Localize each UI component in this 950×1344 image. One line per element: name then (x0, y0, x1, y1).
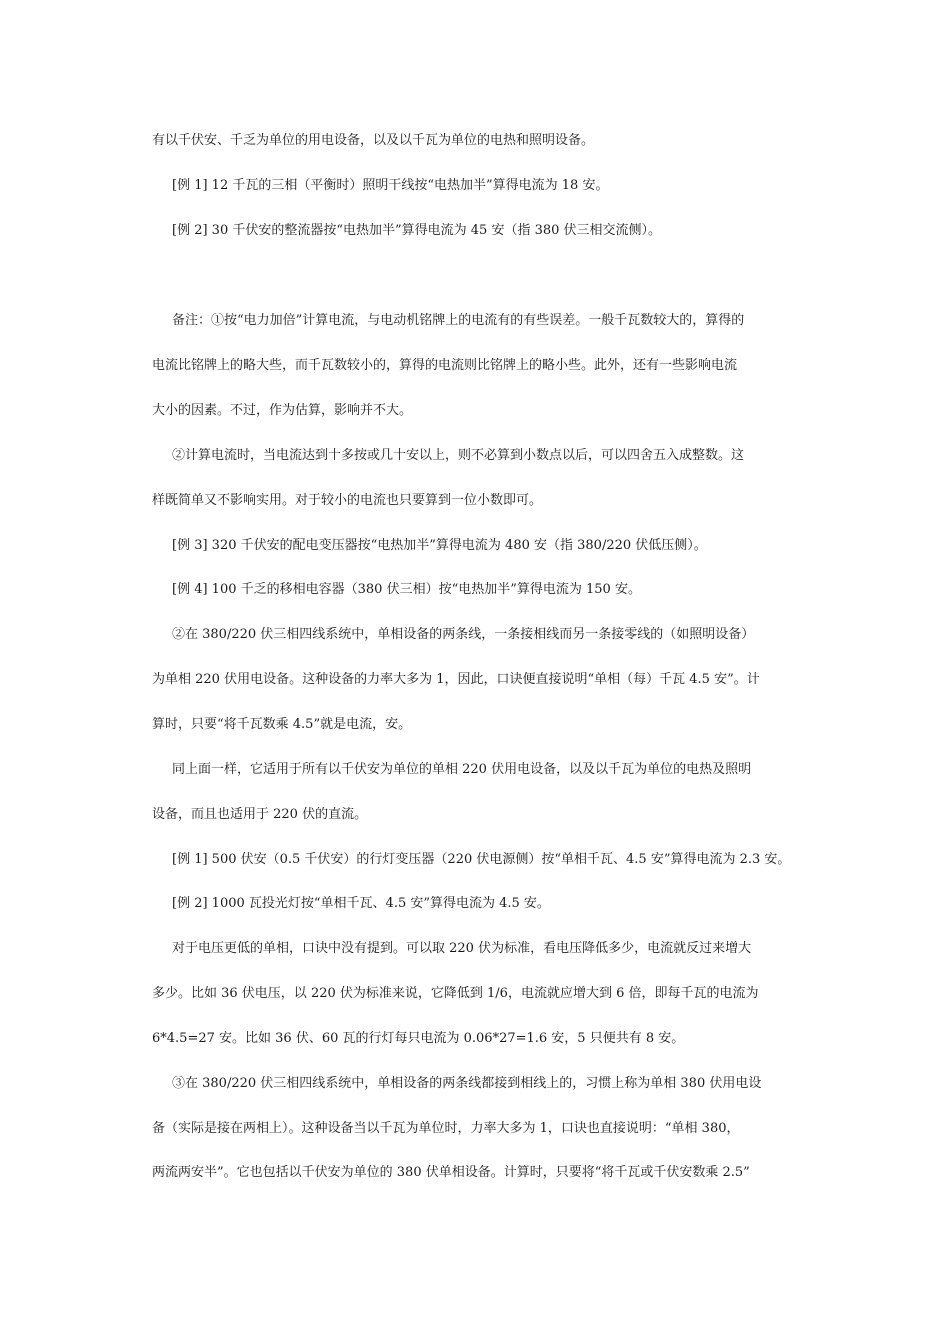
text-line: 有以千伏安、千乏为单位的用电设备，以及以千瓦为单位的电热和照明设备。 (152, 133, 595, 148)
text-line: 样既简单又不影响实用。对于较小的电流也只要算到一位小数即可。 (152, 493, 543, 508)
text-line: 备（实际是接在两相上）。这种设备当以千瓦为单位时，力率大多为 1，口诀也直接说明：“单相 380， (152, 1121, 740, 1136)
text-line: 同上面一样，它适用于所有以千伏安为单位的单相 220 伏用电设备，以及以千瓦为单位的电热及照明 (172, 762, 752, 777)
text-line: 大小的因素。不过，作为估算，影响并不大。 (152, 403, 413, 418)
text-line: 多少。比如 36 伏电压，以 220 伏为标准来说，它降低到 1/6，电流就应增大到 6 倍，即每千瓦的电流为 (152, 986, 759, 1001)
text-line: 两流两安半”。它也包括以千伏安为单位的 380 伏单相设备。计算时，只要将“将千瓦或千伏安数乘 2.5” (152, 1165, 750, 1180)
text-line: [例 1] 500 伏安（0.5 千伏安）的行灯变压器（220 伏电源侧）按“单相千瓦、4.5 安”算得电流为 2.3 安。 (172, 852, 791, 867)
text-line: 为单相 220 伏用电设备。这种设备的力率大多为 1，因此，口诀便直接说明“单相（每）千瓦 4.5 安”。计 (152, 672, 760, 687)
text-line: ③在 380/220 伏三相四线系统中，单相设备的两条线都接到相线上的，习惯上称为单相 380 伏用电设 (172, 1076, 762, 1091)
text-line: [例 4] 100 千乏的移相电容器（380 伏三相）按“电热加半”算得电流为 150 安。 (172, 582, 641, 597)
text-line: 算时，只要“将千瓦数乘 4.5”就是电流，安。 (152, 717, 412, 732)
text-line: ②在 380/220 伏三相四线系统中，单相设备的两条线，一条接相线而另一条接零线的（如照明设备） (172, 627, 755, 642)
text-line: 电流比铭牌上的略大些，而千瓦数较小的，算得的电流则比铭牌上的略小些。此外，还有一些影响电流 (152, 358, 738, 373)
text-line: 备注：①按“电力加倍”计算电流，与电动机铭牌上的电流有的有些误差。一般千瓦数较大的，算得的 (172, 313, 745, 328)
text-line: [例 2] 30 千伏安的整流器按“电热加半”算得电流为 45 安（指 380 伏三相交流侧）。 (172, 223, 662, 238)
text-line: [例 3] 320 千伏安的配电变压器按“电热加半”算得电流为 480 安（指 380/220 伏低压侧）。 (172, 538, 707, 553)
text-line: 6*4.5=27 安。比如 36 伏、60 瓦的行灯每只电流为 0.06*27=1.6 安，5 只便共有 8 安。 (152, 1031, 685, 1046)
text-line: ②计算电流时，当电流达到十多按或几十安以上，则不必算到小数点以后，可以四舍五入成整数。这 (172, 448, 745, 463)
text-line: [例 1] 12 千瓦的三相（平衡时）照明干线按“电热加半”算得电流为 18 安。 (172, 178, 609, 193)
text-line: 对于电压更低的单相，口诀中没有提到。可以取 220 伏为标准，看电压降低多少，电流就反过来增大 (172, 941, 752, 956)
text-line: 设备，而且也适用于 220 伏的直流。 (152, 807, 368, 822)
text-line: [例 2] 1000 瓦投光灯按“单相千瓦、4.5 安”算得电流为 4.5 安。 (172, 896, 550, 911)
